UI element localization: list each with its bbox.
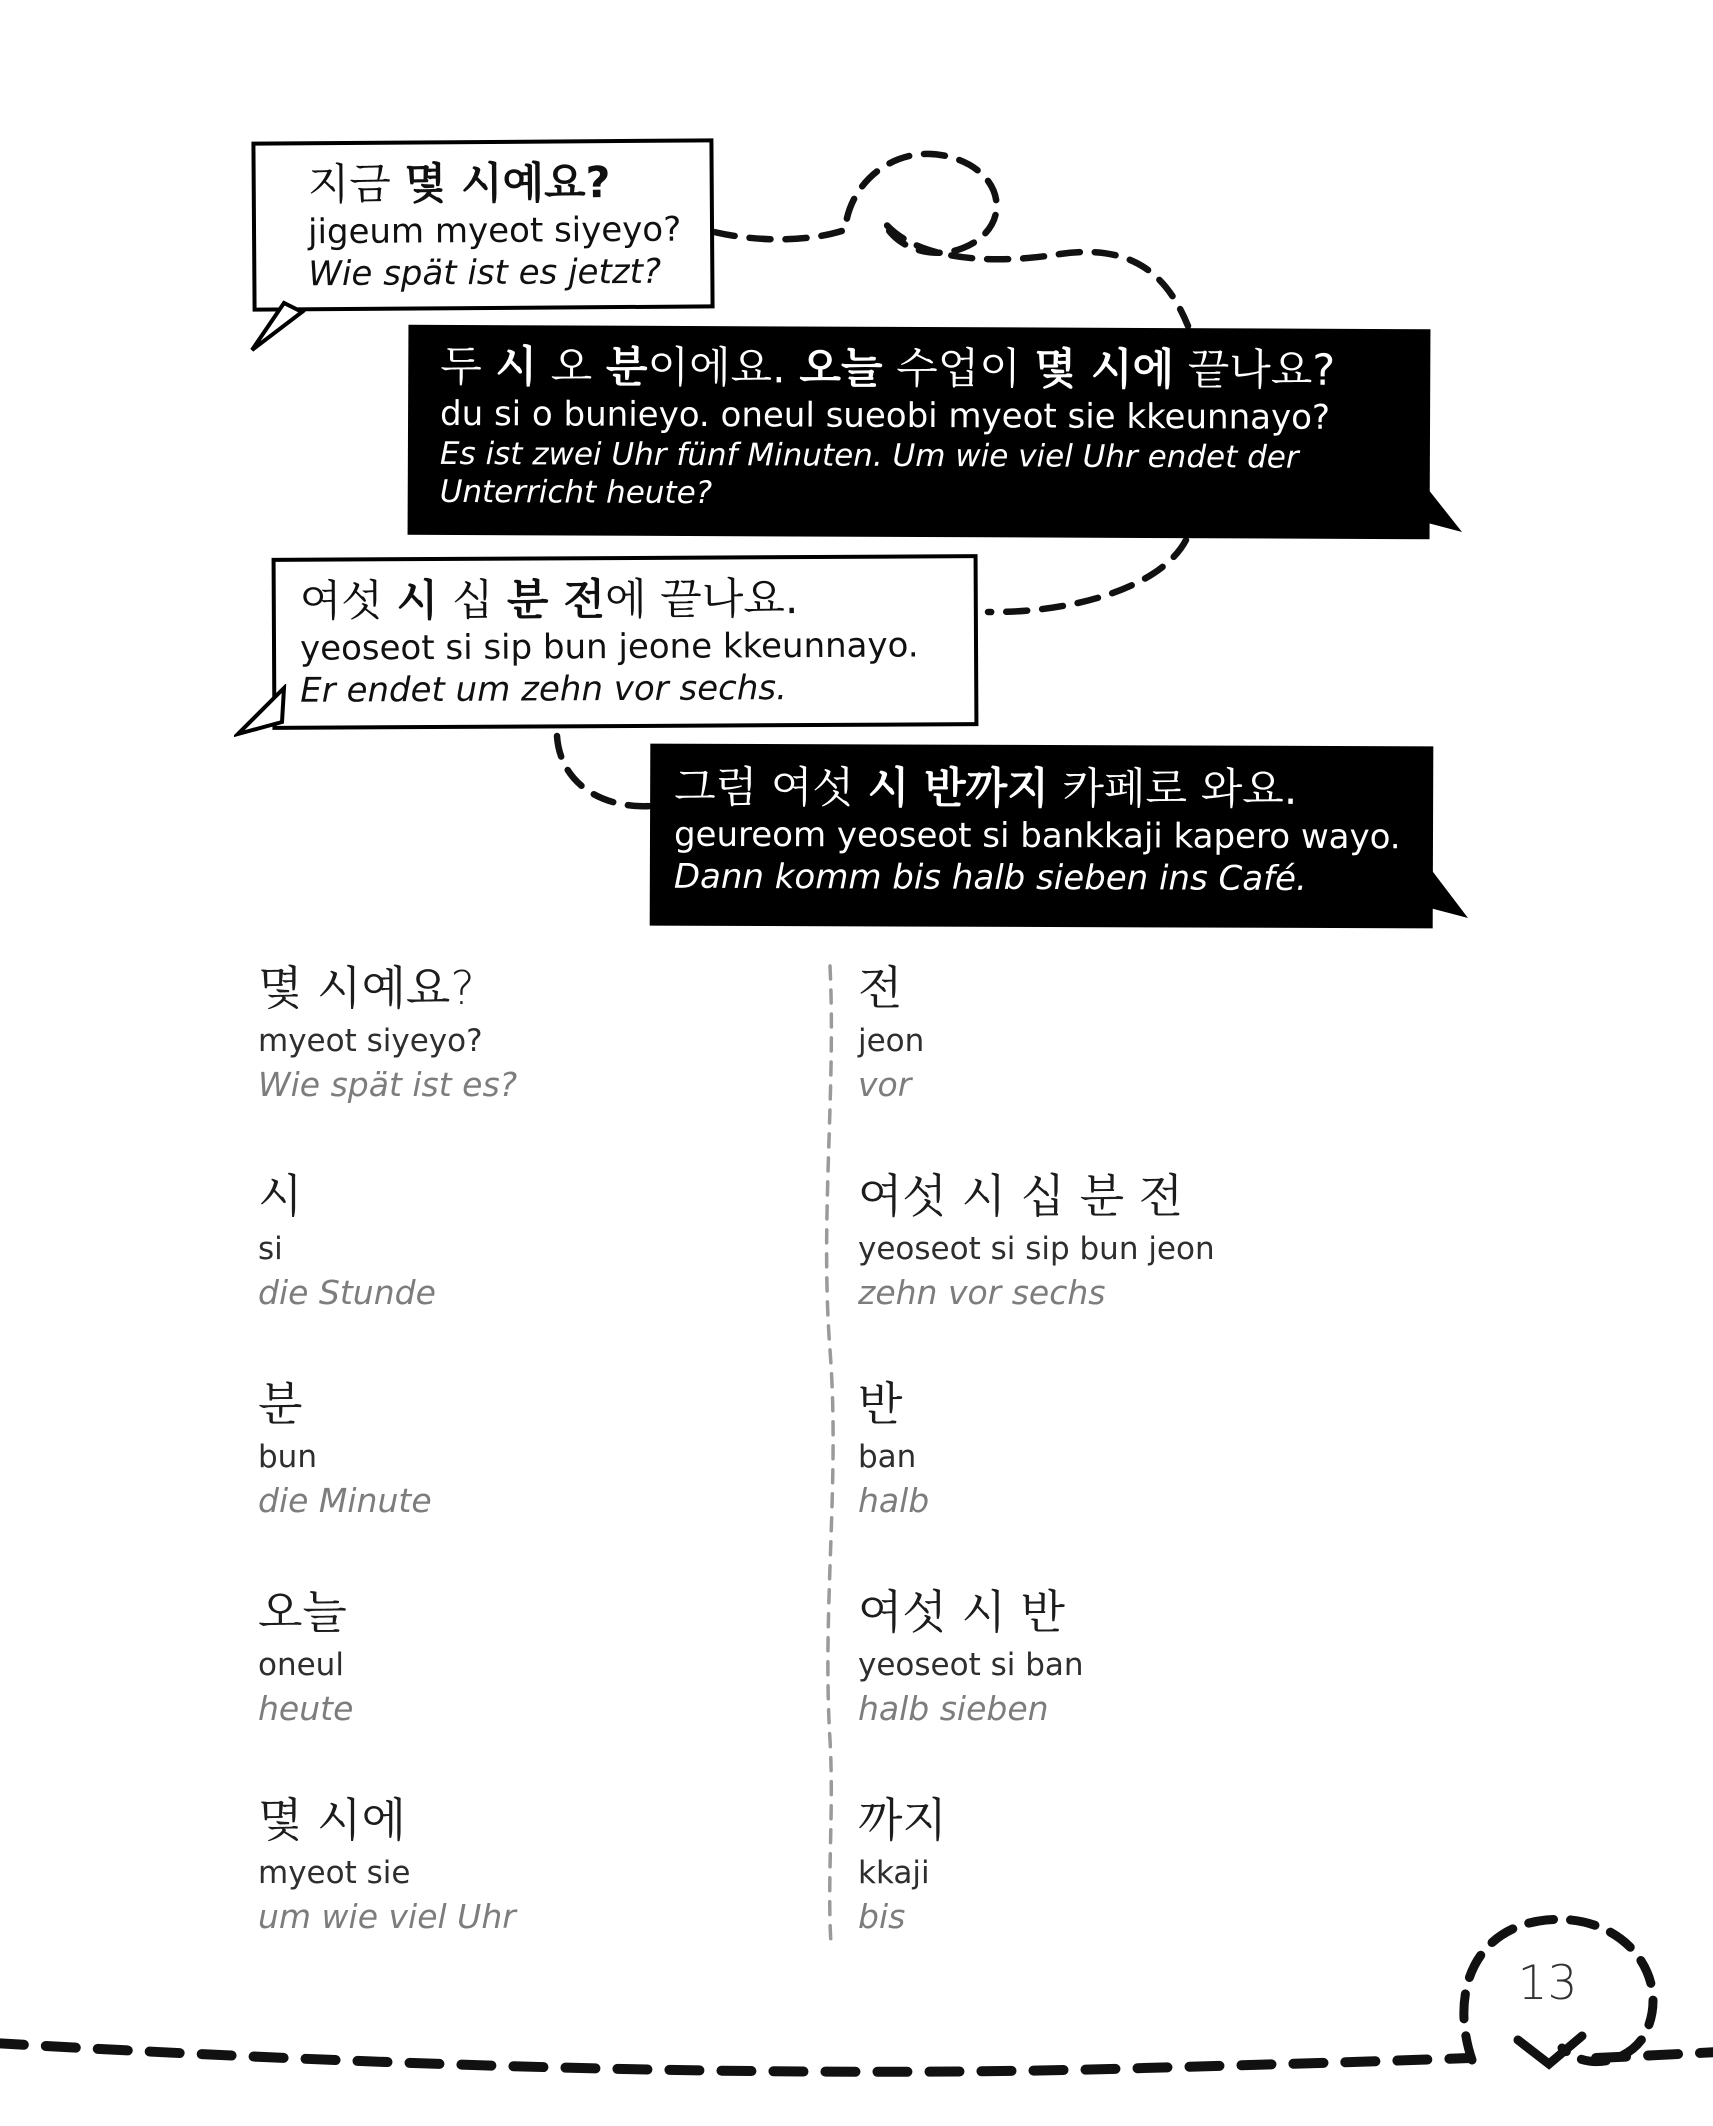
connector-line-1	[714, 154, 1188, 326]
vocab-item	[258, 1170, 798, 1316]
vocab-romanization: kkaji	[858, 1854, 930, 1891]
vocab-german: halb sieben	[858, 1688, 1049, 1728]
german-line: Er endet um zehn vor sechs.	[300, 667, 787, 711]
vocab-german: vor	[858, 1064, 912, 1104]
vocab-german: die Stunde	[258, 1272, 436, 1312]
vocab-korean: 몇 시에	[258, 1793, 406, 1847]
vocab-german: Wie spät ist es?	[258, 1064, 518, 1104]
page-number: 13	[1517, 1956, 1578, 2011]
vocab-romanization: si	[258, 1230, 283, 1267]
vocab-korean: 여섯 시 반	[858, 1585, 1065, 1639]
speech-bubble-two-oh-five	[408, 325, 1431, 539]
vocab-korean: 몇 시예요?	[258, 961, 475, 1015]
bubble2-tail	[1424, 482, 1464, 538]
vocab-item	[858, 1378, 1458, 1524]
vocab-romanization: yeoseot si sip bun jeon	[858, 1230, 1215, 1267]
vocab-romanization: jeon	[858, 1022, 925, 1059]
speech-bubble-meet-cafe	[650, 744, 1434, 929]
vocab-german: zehn vor sechs	[858, 1272, 1106, 1312]
vocab-column-divider	[827, 966, 833, 1944]
vocab-korean: 까지	[858, 1793, 947, 1847]
vocab-item	[258, 962, 798, 1108]
vocab-item	[258, 1794, 798, 1940]
vocab-german: um wie viel Uhr	[258, 1896, 516, 1936]
connector-line-3	[557, 736, 652, 806]
german-line: Dann komm bis halb sieben ins Café.	[673, 856, 1307, 899]
romanization-line: jigeum myeot siyeyo?	[307, 209, 682, 253]
vocab-romanization: myeot sie	[258, 1854, 411, 1891]
bottom-border-line-right	[1596, 2052, 1713, 2058]
korean-line: 두 시 오 분이에요. 오늘 수업이 몇 시에 끝나요?	[440, 341, 1336, 396]
speech-bubble-ends-at	[272, 554, 979, 730]
vocab-korean: 반	[858, 1377, 903, 1431]
german-line: Wie spät ist es jetzt?	[308, 251, 662, 295]
vocab-korean: 오늘	[258, 1585, 347, 1639]
german-line: Es ist zwei Uhr fünf Minuten. Um wie viel Uhr endet der Unterricht heute?	[439, 435, 1299, 511]
vocab-item	[258, 1586, 798, 1732]
vocab-korean: 여섯 시 십 분 전	[858, 1169, 1184, 1223]
speech-bubble-what-time	[251, 138, 714, 311]
vocab-german: die Minute	[258, 1480, 432, 1520]
vocab-list-left	[258, 962, 798, 2002]
bottom-border-line	[0, 2043, 1470, 2072]
vocab-romanization: ban	[858, 1438, 917, 1475]
vocab-korean: 전	[858, 961, 903, 1015]
vocab-item	[858, 1170, 1458, 1316]
vocab-item	[858, 1794, 1458, 1940]
vocab-korean: 분	[258, 1377, 303, 1431]
vocab-korean: 시	[258, 1169, 303, 1223]
connector-line-2	[988, 540, 1186, 612]
vocab-item	[258, 1378, 798, 1524]
bubble4-tail	[1430, 866, 1470, 924]
korean-line: 지금 몇 시예요?	[307, 158, 611, 211]
korean-line: 여섯 시 십 분 전에 끝나요.	[299, 574, 799, 627]
vocab-german: halb	[858, 1480, 930, 1520]
korean-line: 그럼 여섯 시 반까지 카페로 와요.	[674, 762, 1298, 815]
romanization-line: du si o bunieyo. oneul sueobi myeot sie kkeunnayo?	[439, 394, 1331, 439]
vocab-romanization: oneul	[258, 1646, 344, 1683]
bubble1-tail	[248, 300, 310, 356]
vocab-german: bis	[858, 1896, 906, 1936]
romanization-line: yeoseot si sip bun jeone kkeunnayo.	[299, 625, 919, 670]
vocab-romanization: yeoseot si ban	[858, 1646, 1084, 1683]
vocab-item	[858, 1586, 1458, 1732]
page-number-circle-notch	[1518, 2036, 1582, 2064]
romanization-line: geureom yeoseot si bankkaji kapero wayo.	[673, 815, 1401, 858]
vocab-romanization: myeot siyeyo?	[258, 1022, 483, 1059]
vocab-item	[858, 962, 1458, 1108]
bubble3-tail	[234, 684, 292, 740]
vocab-german: heute	[258, 1688, 354, 1728]
vocab-romanization: bun	[258, 1438, 317, 1475]
vocab-list-right	[858, 962, 1458, 2002]
